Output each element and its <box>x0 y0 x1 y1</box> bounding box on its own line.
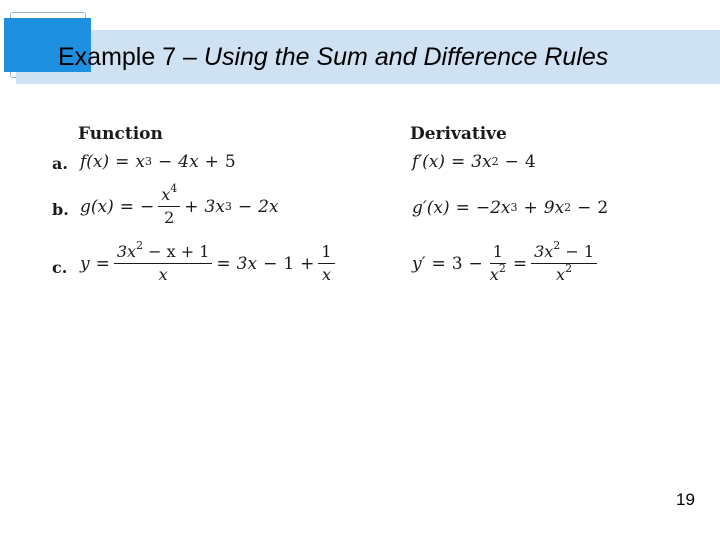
derivative-c-f2-den-exp: 2 <box>565 262 573 275</box>
function-b-term2: 3x <box>204 196 225 217</box>
column-header-derivative: Derivative <box>410 124 507 144</box>
function-b-op1: + <box>184 196 199 217</box>
derivative-a-op1: − <box>504 152 519 172</box>
derivative-c-fraction1-denominator <box>487 264 509 284</box>
function-c-fraction1-denominator <box>156 264 171 284</box>
derivative-a-term2: 4 <box>524 152 536 172</box>
derivative-c-rel2: = <box>512 253 528 274</box>
function-b-rel: = <box>119 196 134 217</box>
function-c-num-b: − x + 1 <box>143 242 210 261</box>
function-c-rel2: = <box>216 253 231 274</box>
derivative-c-f1-den: x <box>489 265 499 284</box>
function-c-term2: 3x <box>236 253 258 274</box>
function-c-term3: 1 <box>283 253 295 274</box>
function-c-op1: − <box>263 253 278 274</box>
function-b-num-exp: 4 <box>170 182 178 195</box>
function-b-numerator <box>158 182 180 207</box>
function-b-op2: − <box>237 196 253 217</box>
function-b-fraction <box>158 182 180 227</box>
row-label-b: b. <box>52 200 69 219</box>
derivative-b-term3: 2 <box>597 198 609 218</box>
derivative-a-term1: 3x <box>471 152 492 172</box>
derivative-a-rel: = <box>451 152 466 172</box>
function-c-op2: + <box>300 253 315 274</box>
function-c-rel: = <box>95 253 110 274</box>
function-c-fraction2 <box>318 243 334 284</box>
function-a: f(x) = x 3 − 4x + 5 <box>80 152 236 172</box>
derivative-c-rel: = <box>431 253 446 274</box>
function-b-neg: − <box>139 196 155 217</box>
function-c-lhs: y <box>80 253 90 274</box>
derivative-c-fraction2-numerator <box>531 239 597 264</box>
function-c-fraction2-denominator <box>319 264 334 284</box>
function-b: g(x) = − $\frac{x^4}{2}$ + 3x 3 − 2x <box>80 182 279 227</box>
function-c-f2-den: x <box>321 265 332 284</box>
function-c <box>80 239 339 284</box>
derivative-b-op2: − <box>577 198 592 218</box>
derivative-b: g′(x) = −2x 3 + 9x 2 − 2 <box>412 198 609 218</box>
derivative-c-fraction2 <box>531 239 597 284</box>
derivative-c-f2-num-a: 3x <box>534 242 554 261</box>
function-b-num-var: x <box>161 185 171 204</box>
function-b-term3: 2x <box>258 196 279 217</box>
function-a-op2: + <box>204 152 219 172</box>
page-number: 19 <box>676 490 695 509</box>
title-italic: Using the Sum and Difference Rules <box>203 43 609 71</box>
derivative-a-lhs: f′(x) <box>412 152 446 172</box>
derivative-c-f1-den-exp: 2 <box>498 262 506 275</box>
function-a-term1: x <box>135 152 145 172</box>
derivative-c <box>412 239 601 284</box>
function-a-rel: = <box>115 152 130 172</box>
function-b-lhs: g(x) <box>80 196 114 217</box>
column-header-function: Function <box>78 124 163 144</box>
derivative-c-fraction1 <box>487 243 509 284</box>
derivative-c-lhs: y′ <box>412 253 426 274</box>
function-b-denominator: 2 <box>164 208 175 227</box>
function-c-fraction2-numerator: 1 <box>318 243 334 264</box>
derivative-c-op1: − <box>468 253 483 274</box>
function-a-op1: − <box>158 152 173 172</box>
function-a-term2: 4x <box>178 152 199 172</box>
derivative-c-f2-den: x <box>556 265 566 284</box>
function-a-term3: 5 <box>224 152 236 172</box>
function-c-num-a-exp: 2 <box>136 239 144 252</box>
derivative-c-f2-num-b: − 1 <box>560 242 595 261</box>
derivative-b-term1: −2x <box>475 198 511 218</box>
derivative-c-fraction1-numerator: 1 <box>490 243 506 264</box>
function-a-lhs: f(x) <box>80 152 110 172</box>
derivative-b-term2: 9x <box>543 198 565 218</box>
function-c-fraction1 <box>114 239 213 284</box>
derivative-a: f′(x) = 3x 2 − 4 <box>412 152 536 172</box>
derivative-c-f2-num-a-exp: 2 <box>553 239 561 252</box>
derivative-b-op1: + <box>523 198 538 218</box>
row-label-a: a. <box>52 154 68 173</box>
slide-title <box>58 40 608 74</box>
function-c-fraction1-numerator <box>114 239 213 264</box>
derivative-c-fraction2-denominator <box>553 264 575 284</box>
derivative-c-term1: 3 <box>451 253 463 274</box>
row-label-c: c. <box>52 258 68 277</box>
derivative-b-lhs: g′(x) <box>412 198 450 218</box>
derivative-b-rel: = <box>455 198 470 218</box>
title-main: Example 7 – <box>58 43 204 71</box>
function-c-num-a: 3x <box>116 242 137 261</box>
function-c-den: x <box>158 265 168 284</box>
